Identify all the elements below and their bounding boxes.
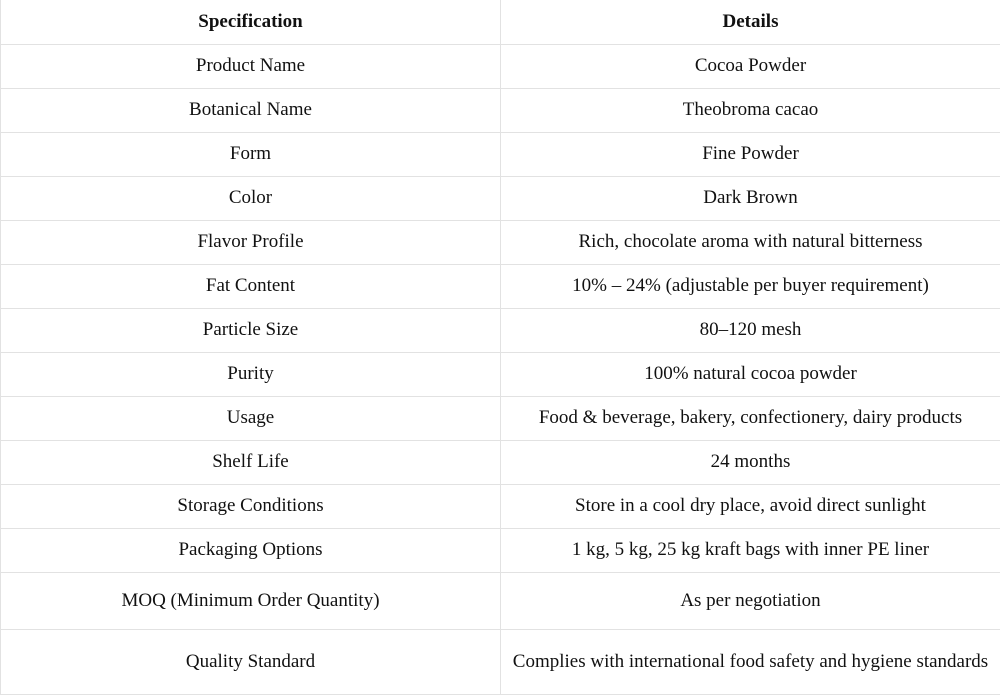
details-cell: Food & beverage, bakery, confectionery, dairy products — [501, 396, 1000, 440]
spec-cell: Usage — [1, 396, 501, 440]
details-cell: 24 months — [501, 440, 1000, 484]
details-cell: Complies with international food safety and hygiene standards — [501, 629, 1000, 694]
table-row — [1, 396, 1000, 440]
table-row — [1, 352, 1000, 396]
details-cell: 80–120 mesh — [501, 308, 1000, 352]
table-row — [1, 572, 1000, 629]
spec-cell: Shelf Life — [1, 440, 501, 484]
details-cell: Cocoa Powder — [501, 44, 1000, 88]
header-details: Details — [501, 0, 1000, 44]
spec-cell: Color — [1, 176, 501, 220]
table-row — [1, 528, 1000, 572]
details-cell: As per negotiation — [501, 572, 1000, 629]
table-row — [1, 484, 1000, 528]
details-cell: Store in a cool dry place, avoid direct sunlight — [501, 484, 1000, 528]
table-row — [1, 629, 1000, 694]
table-header-row — [1, 0, 1000, 44]
spec-cell: Purity — [1, 352, 501, 396]
details-cell: Rich, chocolate aroma with natural bitterness — [501, 220, 1000, 264]
details-cell: Dark Brown — [501, 176, 1000, 220]
spec-cell: Particle Size — [1, 308, 501, 352]
details-cell: 1 kg, 5 kg, 25 kg kraft bags with inner PE liner — [501, 528, 1000, 572]
details-cell: Fine Powder — [501, 132, 1000, 176]
spec-cell: MOQ (Minimum Order Quantity) — [1, 572, 501, 629]
table-row — [1, 44, 1000, 88]
details-cell: 10% – 24% (adjustable per buyer requirement) — [501, 264, 1000, 308]
spec-cell: Packaging Options — [1, 528, 501, 572]
table-row — [1, 308, 1000, 352]
header-specification: Specification — [1, 0, 501, 44]
spec-cell: Botanical Name — [1, 88, 501, 132]
spec-cell: Product Name — [1, 44, 501, 88]
spec-cell: Form — [1, 132, 501, 176]
table-row — [1, 440, 1000, 484]
table-row — [1, 88, 1000, 132]
table-row — [1, 264, 1000, 308]
spec-cell: Storage Conditions — [1, 484, 501, 528]
spec-cell: Quality Standard — [1, 629, 501, 694]
table-row — [1, 220, 1000, 264]
details-cell: Theobroma cacao — [501, 88, 1000, 132]
spec-cell: Flavor Profile — [1, 220, 501, 264]
table-row — [1, 176, 1000, 220]
details-cell: 100% natural cocoa powder — [501, 352, 1000, 396]
spec-cell: Fat Content — [1, 264, 501, 308]
table-row — [1, 132, 1000, 176]
